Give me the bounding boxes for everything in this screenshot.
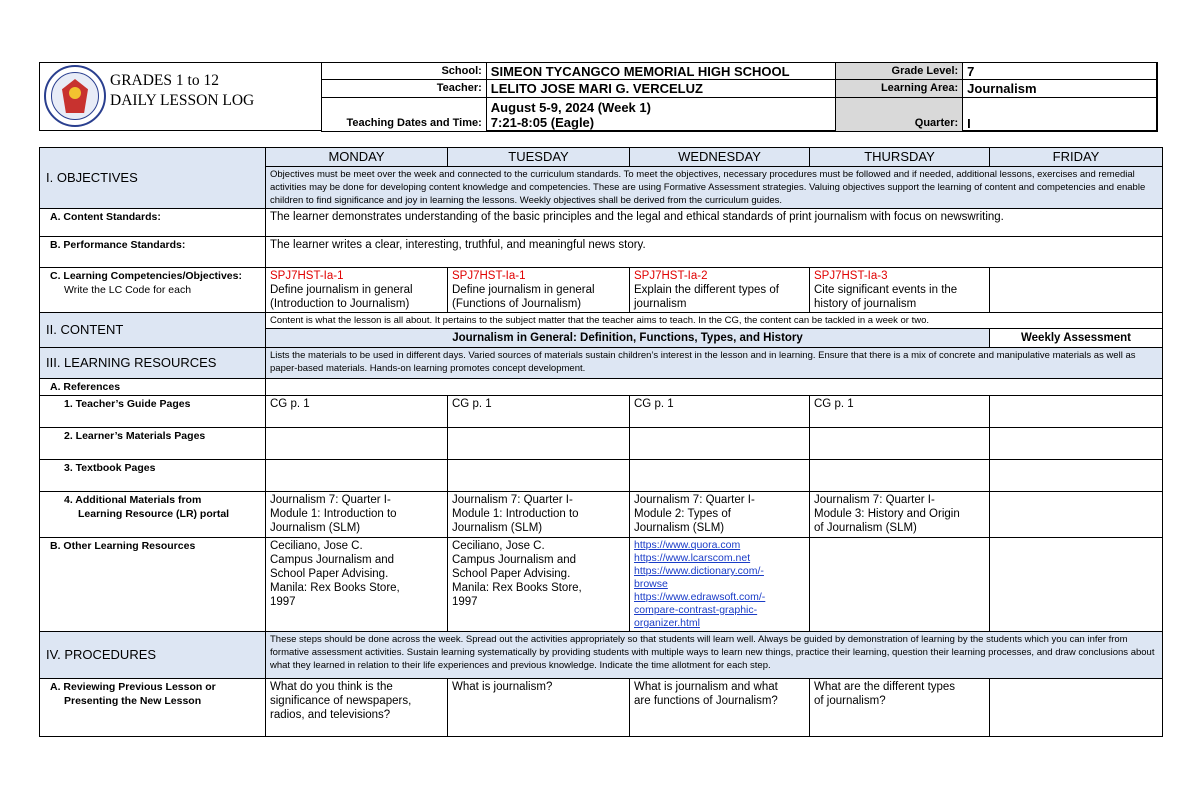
lc-text: Define journalism in general — [270, 284, 413, 296]
header-info-table — [321, 62, 1158, 132]
lr-label-2: Learning Resource (LR) portal — [78, 508, 230, 520]
review-text: of journalism? — [814, 695, 886, 707]
review-text: What is journalism? — [452, 681, 553, 693]
review-label-2: Presenting the New Lesson — [64, 695, 202, 707]
book-text: Ceciliano, Jose C. — [270, 540, 363, 552]
review-text: radios, and televisions? — [270, 709, 391, 721]
tb-thursday — [810, 460, 990, 492]
tb-friday — [990, 460, 1163, 492]
grades-line: GRADES 1 to 12 — [110, 72, 219, 89]
other-resources-label: B. Other Learning Resources — [40, 538, 266, 632]
tg-monday: CG p. 1 — [266, 396, 448, 428]
lc-code: SPJ7HST-Ia-1 — [270, 270, 344, 282]
book-text: Manila: Rex Books Store, — [452, 582, 582, 594]
tb-tuesday — [448, 460, 630, 492]
other-tuesday — [448, 538, 630, 632]
tg-friday — [990, 396, 1163, 428]
content-standards-value: The learner demonstrates understanding of the basic principles and the legal and ethical standards of print journalism with focus on newswriting. — [266, 209, 1163, 237]
review-text: are functions of Journalism? — [634, 695, 778, 707]
day-wednesday: WEDNESDAY — [630, 148, 810, 167]
lc-text: (Functions of Journalism) — [452, 298, 582, 310]
book-text: Campus Journalism and — [452, 554, 577, 566]
lm-friday — [990, 428, 1163, 460]
quarter-value: I — [963, 98, 1158, 132]
teaching-dates-value — [486, 98, 836, 132]
other-friday — [990, 538, 1163, 632]
lc-text: Cite significant events in the — [814, 284, 958, 296]
learning-competencies-label — [40, 268, 266, 313]
book-text: Ceciliano, Jose C. — [452, 540, 545, 552]
lr-text: Journalism (SLM) — [270, 522, 361, 534]
performance-standards-value: The learner writes a clear, interesting, truthful, and meaningful news story. — [266, 237, 1163, 268]
content-note: Content is what the lesson is all about. It pertains to the subject matter that the teacher aims to teach. In the CG, the content can be tackled in a week or two. — [266, 313, 1163, 329]
other-monday — [266, 538, 448, 632]
lm-tuesday — [448, 428, 630, 460]
other-thursday — [810, 538, 990, 632]
book-text: Manila: Rex Books Store, — [270, 582, 400, 594]
lc-wednesday — [630, 268, 810, 313]
link-edrawsoft-cont[interactable]: compare-contrast-graphic- — [634, 604, 758, 616]
lc-tuesday — [448, 268, 630, 313]
lc-friday — [990, 268, 1163, 313]
additional-materials-label — [40, 492, 266, 538]
deped-seal-icon — [44, 65, 106, 127]
tb-wednesday — [630, 460, 810, 492]
book-text: 1997 — [452, 596, 478, 608]
weekly-assessment: Weekly Assessment — [990, 329, 1163, 348]
lr-text: Journalism 7: Quarter I- — [634, 494, 755, 506]
procedures-note: These steps should be done across the week. Spread out the activities appropriately so that students will learn well. Always be guided by demonstration of learning by the students which you can infer from formative assessment activities. Sustain learning systematically by providing students with multiple ways to learn new things, practice their learning, question their learning processes, and draw conclusions about what they learned in relation to their life experiences and previous knowledge. Indicate the time allotment for each step. — [266, 632, 1163, 679]
teacher-value: LELITO JOSE MARI G. VERCELUZ — [486, 80, 836, 98]
lc-text: journalism — [634, 298, 687, 310]
tb-monday — [266, 460, 448, 492]
day-friday: FRIDAY — [990, 148, 1163, 167]
day-thursday: THURSDAY — [810, 148, 990, 167]
lr-wednesday — [630, 492, 810, 538]
daily-lesson-log-line: DAILY LESSON LOG — [110, 92, 255, 109]
book-text: School Paper Advising. — [452, 568, 571, 580]
teachers-guide-label: 1. Teacher’s Guide Pages — [40, 396, 266, 428]
performance-standards-label: B. Performance Standards: — [40, 237, 266, 268]
tg-thursday: CG p. 1 — [810, 396, 990, 428]
lc-text: (Introduction to Journalism) — [270, 298, 410, 310]
lc-code: SPJ7HST-Ia-3 — [814, 270, 888, 282]
book-text: 1997 — [270, 596, 296, 608]
link-lcarscom[interactable]: https://www.lcarscom.net — [634, 552, 751, 564]
lm-wednesday — [630, 428, 810, 460]
tg-tuesday: CG p. 1 — [448, 396, 630, 428]
procedures-heading: IV. PROCEDURES — [40, 632, 266, 679]
lr-text: Module 1: Introduction to — [452, 508, 579, 520]
lr-text: Journalism (SLM) — [634, 522, 725, 534]
lr-text: Journalism 7: Quarter I- — [270, 494, 391, 506]
lr-text: Module 1: Introduction to — [270, 508, 397, 520]
lc-label-text: C. Learning Competencies/Objectives: — [50, 270, 242, 282]
quarter-label: Quarter: — [836, 98, 963, 132]
review-text: What are the different types — [814, 681, 956, 693]
lc-monday — [266, 268, 448, 313]
day-tuesday: TUESDAY — [448, 148, 630, 167]
dates-week: August 5-9, 2024 (Week 1) — [490, 99, 651, 115]
review-tuesday — [448, 679, 630, 737]
school-value: SIMEON TYCANGCO MEMORIAL HIGH SCHOOL — [486, 63, 836, 80]
objectives-heading: I. OBJECTIVES — [40, 148, 266, 209]
lm-monday — [266, 428, 448, 460]
objectives-note: Objectives must be meet over the week and connected to the curriculum standards. To meet the objectives, necessary procedures must be followed and if needed, additional lessons, exercises and remedial activities may be done for developing content knowledge and competencies. These are using Formative Assessment strategies. Valuing objectives support the learning of content and competencies and enable children to find significance and joy in learning the lessons. Weekly objectives shall be derived from the curriculum guides. — [266, 167, 1163, 209]
link-dictionary-cont[interactable]: browse — [634, 578, 668, 590]
lm-thursday — [810, 428, 990, 460]
references-label: A. References — [40, 379, 266, 396]
lr-monday — [266, 492, 448, 538]
content-standards-label: A. Content Standards: — [40, 209, 266, 237]
book-text: School Paper Advising. — [270, 568, 389, 580]
review-text: What is journalism and what — [634, 681, 778, 693]
learning-area-value: Journalism — [963, 80, 1158, 98]
content-heading: II. CONTENT — [40, 313, 266, 348]
lr-label-1: 4. Additional Materials from — [64, 494, 202, 506]
review-monday — [266, 679, 448, 737]
reviewing-lesson-label — [40, 679, 266, 737]
lc-thursday — [810, 268, 990, 313]
grade-level-label: Grade Level: — [836, 63, 963, 80]
lr-text: Journalism 7: Quarter I- — [814, 494, 935, 506]
tg-wednesday: CG p. 1 — [630, 396, 810, 428]
lc-text: Define journalism in general — [452, 284, 595, 296]
link-quora[interactable]: https://www.quora.com — [634, 539, 741, 551]
lr-text: Journalism (SLM) — [452, 522, 543, 534]
lc-code: SPJ7HST-Ia-2 — [634, 270, 708, 282]
lesson-log-table — [39, 147, 1163, 737]
school-label: School: — [322, 63, 487, 80]
lc-text: history of journalism — [814, 298, 917, 310]
resources-note: Lists the materials to be used in different days. Varied sources of materials sustain children’s interest in the lesson and in learning. Ensure that there is a mix of concrete and manipulative materials as well as paper-based materials. Hands-on learning promotes concept development. — [266, 348, 1163, 379]
grade-level-value: 7 — [963, 63, 1158, 80]
lc-sub-text: Write the LC Code for each — [64, 284, 192, 296]
lr-tuesday — [448, 492, 630, 538]
review-thursday — [810, 679, 990, 737]
other-wednesday — [630, 538, 810, 632]
references-blank — [266, 379, 1163, 396]
review-label-1: A. Reviewing Previous Lesson or — [50, 681, 216, 693]
log-title — [110, 71, 254, 111]
link-dictionary[interactable]: https://www.dictionary.com/- — [634, 565, 764, 577]
link-edrawsoft[interactable]: https://www.edrawsoft.com/- — [634, 591, 766, 603]
learners-materials-label: 2. Learner’s Materials Pages — [40, 428, 266, 460]
learning-resources-heading: III. LEARNING RESOURCES — [40, 348, 266, 379]
teacher-label: Teacher: — [322, 80, 487, 98]
textbook-pages-label: 3. Textbook Pages — [40, 460, 266, 492]
lr-text: Journalism 7: Quarter I- — [452, 494, 573, 506]
dates-time: 7:21-8:05 (Eagle) — [490, 114, 595, 130]
lr-text: of Journalism (SLM) — [814, 522, 917, 534]
review-wednesday — [630, 679, 810, 737]
review-friday — [990, 679, 1163, 737]
header-box — [39, 62, 1157, 131]
content-topic: Journalism in General: Definition, Functions, Types, and History — [266, 329, 990, 348]
lc-text: Explain the different types of — [634, 284, 779, 296]
lr-text: Module 3: History and Origin — [814, 508, 960, 520]
lr-thursday — [810, 492, 990, 538]
lr-friday — [990, 492, 1163, 538]
book-text: Campus Journalism and — [270, 554, 395, 566]
day-monday: MONDAY — [266, 148, 448, 167]
teaching-dates-label: Teaching Dates and Time: — [322, 98, 487, 132]
lr-text: Module 2: Types of — [634, 508, 731, 520]
learning-area-label: Learning Area: — [836, 80, 963, 98]
lc-code: SPJ7HST-Ia-1 — [452, 270, 526, 282]
review-text: What do you think is the — [270, 681, 393, 693]
review-text: significance of newspapers, — [270, 695, 412, 707]
link-edrawsoft-end[interactable]: organizer.html — [634, 617, 700, 629]
